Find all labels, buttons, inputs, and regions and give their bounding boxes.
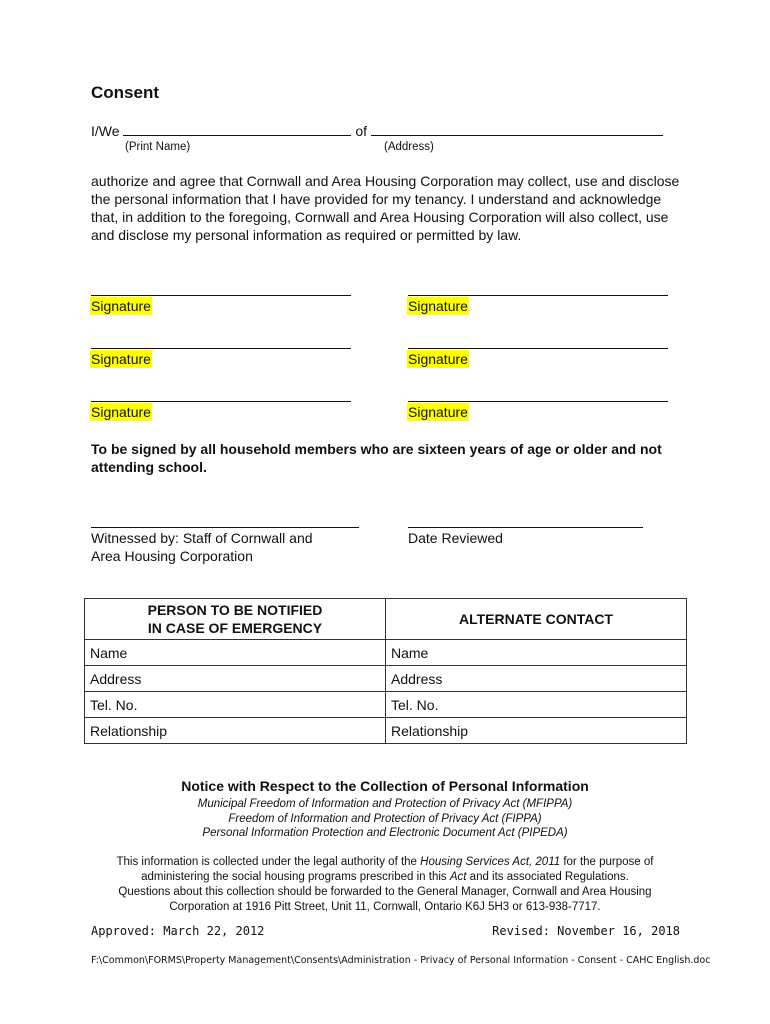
witness-line[interactable]	[91, 527, 359, 528]
notice-title: Notice with Respect to the Collection of Personal Information	[181, 778, 589, 794]
witness-label-2: Area Housing Corporation	[91, 548, 253, 564]
notice-body-line-1	[80, 855, 690, 870]
emergency-tel-cell[interactable]: Tel. No.	[85, 692, 386, 718]
emergency-header-line-1: PERSON TO BE NOTIFIED	[147, 602, 323, 618]
of-label: of	[355, 123, 367, 139]
alternate-relationship-cell[interactable]: Relationship	[386, 718, 687, 744]
table-row	[85, 640, 687, 666]
signature-label-2: Signature	[408, 298, 468, 314]
signature-line-6[interactable]	[408, 401, 668, 402]
form-title: Consent	[91, 83, 159, 102]
notice-text: This information is collected under the legal authority of the	[116, 856, 421, 868]
date-reviewed-line[interactable]	[408, 527, 643, 528]
notice-text: and its associated Regulations.	[466, 871, 629, 883]
iwe-line	[91, 122, 663, 140]
emergency-relationship-cell[interactable]: Relationship	[85, 718, 386, 744]
address-field[interactable]	[371, 122, 663, 136]
signature-label-5: Signature	[91, 404, 151, 420]
signing-note: To be signed by all household members who are sixteen years of age or older and not attending school.	[91, 441, 662, 475]
footer-file-path: F:\Common\FORMS\Property Management\Consents\Administration - Privacy of Personal Information - Consent - CAHC English.doc	[91, 955, 711, 966]
emergency-address-cell[interactable]: Address	[85, 666, 386, 692]
notice-body-line-3: Questions about this collection should be forwarded to the General Manager, Cornwall and Area Housing	[118, 886, 652, 898]
print-name-caption: (Print Name)	[125, 141, 191, 153]
notice-text: administering the social housing programs prescribed in this	[141, 871, 450, 883]
contacts-header-row	[85, 599, 687, 640]
act-pipeda: Personal Information Protection and Electronic Document Act (PIPEDA)	[202, 827, 568, 839]
table-row	[85, 718, 687, 744]
notice-body	[80, 855, 690, 915]
emergency-name-cell[interactable]: Name	[85, 640, 386, 666]
acts-list	[0, 797, 770, 841]
act-word: Act	[449, 871, 467, 883]
alternate-name-cell[interactable]: Name	[386, 640, 687, 666]
date-reviewed-label: Date Reviewed	[408, 530, 503, 546]
emergency-header-line-2: IN CASE OF EMERGENCY	[147, 620, 323, 636]
signature-label-4: Signature	[408, 351, 468, 367]
notice-body-line-4: Corporation at 1916 Pitt Street, Unit 11, Cornwall, Ontario K6J 5H3 or 613-938-7717.	[169, 901, 601, 913]
signature-line-1[interactable]	[91, 295, 351, 296]
act-name: Housing Services Act, 2011	[420, 856, 561, 868]
signature-label-3: Signature	[91, 351, 151, 367]
address-caption: (Address)	[384, 141, 434, 153]
print-name-field[interactable]	[123, 122, 351, 136]
notice-text: for the purpose of	[560, 856, 654, 868]
alternate-tel-cell[interactable]: Tel. No.	[386, 692, 687, 718]
table-row	[85, 692, 687, 718]
notice-body-line-2	[80, 870, 690, 885]
table-row	[85, 666, 687, 692]
signature-line-2[interactable]	[408, 295, 668, 296]
signature-label-6: Signature	[408, 404, 468, 420]
signature-label-1: Signature	[91, 298, 151, 314]
revised-date: Revised: November 16, 2018	[492, 924, 680, 938]
act-mfippa: Municipal Freedom of Information and Protection of Privacy Act (MFIPPA)	[197, 798, 573, 810]
signature-line-5[interactable]	[91, 401, 351, 402]
act-fippa: Freedom of Information and Protection of Privacy Act (FIPPA)	[228, 812, 542, 825]
consent-paragraph: authorize and agree that Cornwall and Area Housing Corporation may collect, use and disclose the personal information that I have provided for my tenancy. I understand and acknowledge that, in addition to the foregoing, Cornwall and Area Housing Corporation will also collect, use and disclose my personal information as required or permitted by law.	[91, 173, 680, 243]
signature-line-4[interactable]	[408, 348, 668, 349]
contacts-table	[84, 598, 687, 744]
iwe-label: I/We	[91, 123, 120, 139]
witness-label-1: Witnessed by: Staff of Cornwall and	[91, 530, 313, 546]
signature-line-3[interactable]	[91, 348, 351, 349]
emergency-contact-header	[85, 599, 386, 640]
approved-date: Approved: March 22, 2012	[91, 924, 265, 938]
alternate-address-cell[interactable]: Address	[386, 666, 687, 692]
alternate-contact-header: ALTERNATE CONTACT	[386, 599, 687, 640]
